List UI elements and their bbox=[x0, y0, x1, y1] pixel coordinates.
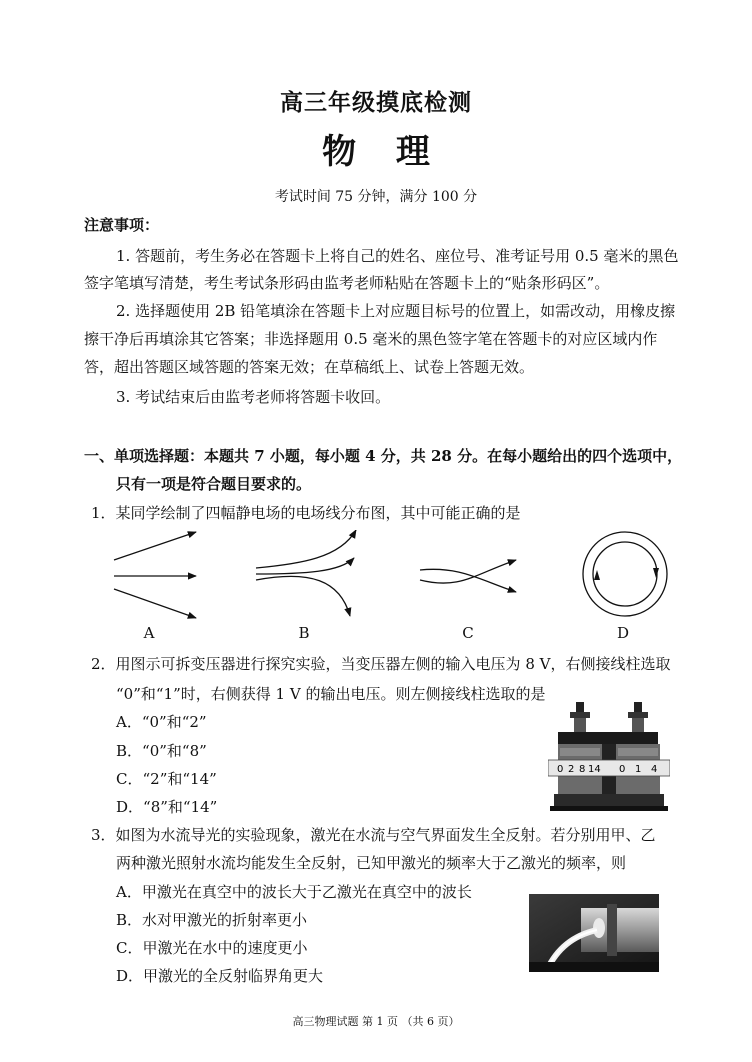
option-b: B．“0”和“8” bbox=[116, 742, 207, 760]
diagram-label: C bbox=[462, 624, 474, 642]
option-a: A．“0”和“2” bbox=[116, 713, 207, 731]
option-c: C．甲激光在水中的速度更小 bbox=[116, 939, 308, 957]
notice-line: 签字笔填写清楚，考生考试条形码由监考老师粘贴在答题卡上的“贴条形码区”。 bbox=[84, 274, 610, 292]
transformer-image bbox=[548, 700, 670, 812]
notice-line: 3. 考试结束后由监考老师将答题卡收回。 bbox=[116, 388, 391, 406]
question-1-stem: 1．某同学绘制了四幅静电场的电场线分布图，其中可能正确的是 bbox=[91, 504, 521, 522]
diagram-label: A bbox=[143, 624, 155, 642]
section-heading-cont: 只有一项是符合题目要求的。 bbox=[116, 475, 312, 493]
diagram-label: B bbox=[298, 624, 310, 642]
notice-line: 擦干净后再填涂其它答案；非选择题用 0.5 毫米的黑色签字笔在答题卡的对应区域内作 bbox=[84, 330, 658, 348]
notice-line: 1. 答题前，考生务必在答题卡上将自己的姓名、座位号、准考证号用 0.5 毫米的黑色 bbox=[116, 247, 679, 265]
option-d: D．甲激光的全反射临界角更大 bbox=[116, 967, 324, 985]
exam-title: 高三年级摸底检测 bbox=[280, 89, 472, 116]
question-2-stem: 2．用图示可拆变压器进行探究实验，当变压器左侧的输入电压为 8 V，右侧接线柱选取 bbox=[91, 655, 671, 673]
diagram-d bbox=[583, 532, 667, 616]
notice-heading: 注意事项： bbox=[84, 216, 160, 234]
terminal-label: 0 bbox=[557, 764, 564, 775]
option-b: B．水对甲激光的折射率更小 bbox=[116, 911, 308, 929]
option-a: A．甲激光在真空中的波长大于乙激光在真空中的波长 bbox=[116, 883, 472, 901]
notice-line: 2. 选择题使用 2B 铅笔填涂在答题卡上对应题目标号的位置上，如需改动，用橡皮擦 bbox=[116, 302, 676, 320]
terminal-label: 0 bbox=[619, 764, 626, 775]
page-footer: 高三物理试题 第 1 页 （共 6 页） bbox=[292, 1015, 460, 1028]
option-d: D．“8”和“14” bbox=[116, 798, 218, 816]
terminal-label: 1 bbox=[635, 764, 642, 775]
question-2-stem-cont: “0”和“1”时，右侧获得 1 V 的输出电压。则左侧接线柱选取的是 bbox=[116, 685, 546, 703]
terminal-label: 2 bbox=[568, 764, 575, 775]
terminal-label: 8 bbox=[579, 764, 586, 775]
terminal-label: 14 bbox=[588, 764, 601, 775]
diagram-label: D bbox=[616, 624, 630, 642]
diagram-c bbox=[420, 560, 516, 592]
electric-field-diagrams bbox=[100, 530, 680, 630]
subject-title: 物 理 bbox=[322, 132, 444, 172]
exam-info: 考试时间 75 分钟，满分 100 分 bbox=[274, 189, 478, 205]
diagram-b bbox=[256, 530, 356, 616]
option-c: C．“2”和“14” bbox=[116, 770, 217, 788]
notice-line: 答，超出答题区域答题的答案无效；在草稿纸上、试卷上答题无效。 bbox=[84, 358, 535, 376]
section-heading: 一、单项选择题：本题共 7 小题，每小题 4 分，共 28 分。在每小题给出的四个选项中， bbox=[84, 447, 683, 465]
question-3-stem: 3．如图为水流导光的实验现象，激光在水流与空气界面发生全反射。若分别用甲、乙 bbox=[91, 826, 656, 844]
terminal-label: 4 bbox=[651, 764, 658, 775]
question-3-stem-cont: 两种激光照射水流均能发生全反射，已知甲激光的频率大于乙激光的频率，则 bbox=[116, 854, 627, 872]
water-light-guide-image bbox=[529, 894, 659, 972]
diagram-a bbox=[114, 532, 196, 618]
